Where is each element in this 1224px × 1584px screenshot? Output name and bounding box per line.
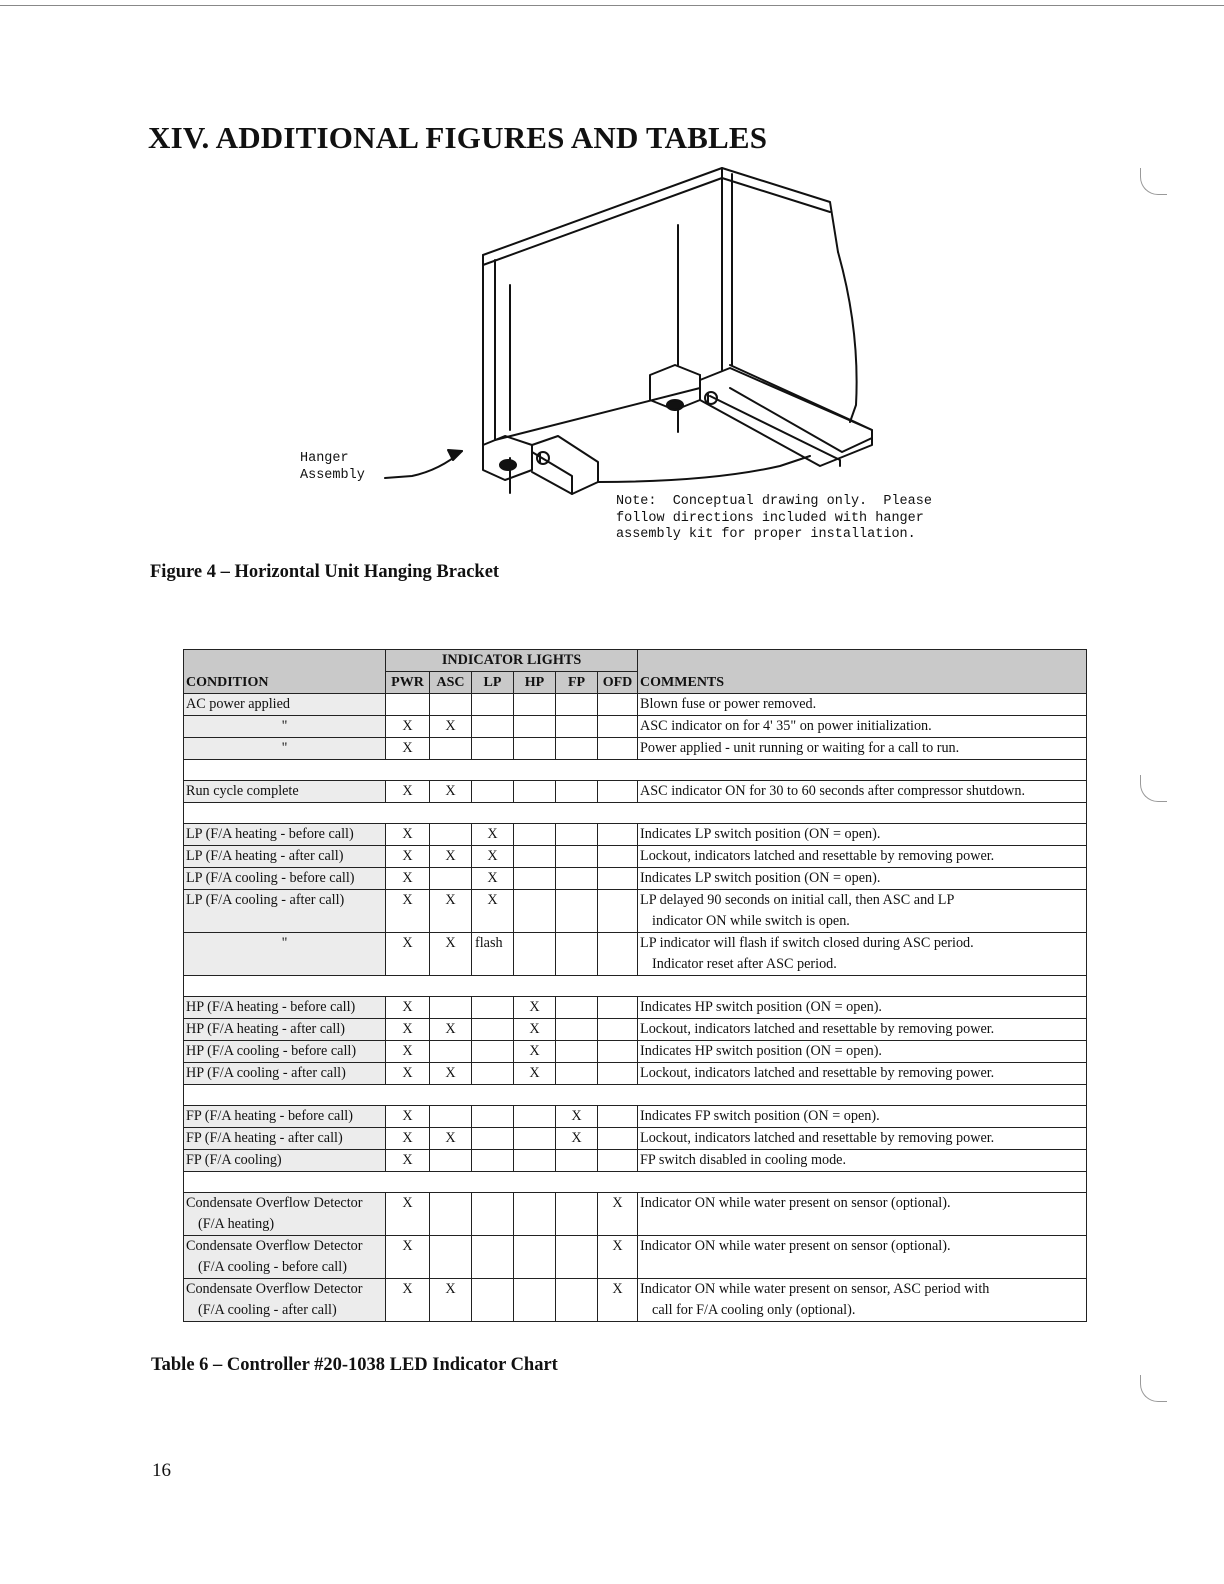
comment-text-cont: indicator ON while switch is open.	[652, 913, 850, 929]
lp-cell	[472, 1063, 514, 1085]
condition-text: AC power applied	[186, 696, 291, 712]
condition-text: FP (F/A heating - after call)	[186, 1130, 343, 1146]
comments-cell	[638, 1106, 1087, 1128]
pwr-cell: X	[386, 1106, 430, 1128]
hp-cell: X	[514, 997, 556, 1019]
scan-edge-mark	[1140, 775, 1167, 802]
asc-cell: X	[430, 933, 472, 976]
section-heading: XIV. ADDITIONAL FIGURES AND TABLES	[148, 120, 768, 155]
pwr-cell: X	[386, 1150, 430, 1172]
lp-cell	[472, 1236, 514, 1279]
asc-cell: X	[430, 890, 472, 933]
comments-cell	[638, 1019, 1087, 1041]
fp-cell	[556, 1041, 598, 1063]
condition-text-cont: (F/A cooling - after call)	[198, 1302, 337, 1318]
condition-text-cont: (F/A cooling - before call)	[198, 1259, 347, 1275]
pwr-cell: X	[386, 1128, 430, 1150]
lp-cell	[472, 716, 514, 738]
comments-cell	[638, 997, 1087, 1019]
table-row	[184, 1106, 1087, 1128]
separator-row	[184, 803, 1087, 824]
condition-text: "	[281, 740, 288, 756]
hanger-assembly-label	[300, 451, 390, 484]
separator-row	[184, 976, 1087, 997]
separator-cell	[184, 976, 1087, 997]
lp-cell	[472, 1041, 514, 1063]
hp-cell	[514, 868, 556, 890]
ofd-cell: X	[598, 1193, 638, 1236]
asc-cell	[430, 1041, 472, 1063]
ofd-cell	[598, 1106, 638, 1128]
fp-cell	[556, 738, 598, 760]
fp-cell	[556, 1063, 598, 1085]
fp-cell	[556, 1279, 598, 1322]
lp-cell	[472, 1193, 514, 1236]
condition-cell	[184, 868, 386, 890]
comments-cell	[638, 1279, 1087, 1322]
hp-cell	[514, 694, 556, 716]
condition-cell	[184, 694, 386, 716]
pwr-cell	[386, 694, 430, 716]
asc-cell: X	[430, 846, 472, 868]
fp-cell	[556, 846, 598, 868]
comments-cell	[638, 1150, 1087, 1172]
separator-cell	[184, 1085, 1087, 1106]
condition-text: LP (F/A cooling - after call)	[186, 892, 345, 908]
table-row	[184, 716, 1087, 738]
condition-cell	[184, 716, 386, 738]
condition-text: LP (F/A heating - after call)	[186, 848, 344, 864]
comments-cell	[638, 694, 1087, 716]
comments-cell	[638, 1063, 1087, 1085]
comment-text: Lockout, indicators latched and resettable by removing power.	[640, 1021, 995, 1037]
hp-cell	[514, 1193, 556, 1236]
hp-cell	[514, 1128, 556, 1150]
pwr-cell: X	[386, 890, 430, 933]
fp-cell	[556, 1150, 598, 1172]
hp-cell	[514, 846, 556, 868]
ofd-cell	[598, 1041, 638, 1063]
ofd-cell	[598, 781, 638, 803]
ofd-cell	[598, 1128, 638, 1150]
table-row	[184, 846, 1087, 868]
condition-cell	[184, 890, 386, 933]
pwr-cell: X	[386, 1193, 430, 1236]
hp-cell	[514, 890, 556, 933]
hp-cell: X	[514, 1063, 556, 1085]
hanging-bracket-figure	[290, 160, 990, 560]
ofd-cell: X	[598, 1279, 638, 1322]
ofd-cell	[598, 933, 638, 976]
separator-row	[184, 760, 1087, 781]
pwr-cell: X	[386, 716, 430, 738]
comment-text: Lockout, indicators latched and resettable by removing power.	[640, 848, 995, 864]
pwr-cell: X	[386, 824, 430, 846]
indicator-lights-header: INDICATOR LIGHTS	[386, 650, 638, 672]
comments-cell	[638, 933, 1087, 976]
fp-cell	[556, 694, 598, 716]
pwr-cell: X	[386, 781, 430, 803]
figure-caption: Figure 4 – Horizontal Unit Hanging Bracket	[150, 562, 500, 582]
asc-cell: X	[430, 781, 472, 803]
asc-cell	[430, 824, 472, 846]
condition-cell	[184, 846, 386, 868]
fp-cell: X	[556, 1128, 598, 1150]
condition-cell	[184, 1150, 386, 1172]
comments-cell	[638, 738, 1087, 760]
comment-text: Lockout, indicators latched and resettable by removing power.	[640, 1130, 995, 1146]
fp-cell	[556, 933, 598, 976]
table-row	[184, 1019, 1087, 1041]
pwr-cell: X	[386, 1063, 430, 1085]
condition-text: HP (F/A heating - before call)	[186, 999, 356, 1015]
lp-cell: X	[472, 846, 514, 868]
ofd-header: OFD	[598, 672, 638, 694]
hp-cell	[514, 781, 556, 803]
fp-cell	[556, 997, 598, 1019]
pwr-cell: X	[386, 997, 430, 1019]
fp-cell	[556, 781, 598, 803]
comments-cell	[638, 868, 1087, 890]
separator-cell	[184, 1172, 1087, 1193]
condition-cell	[184, 781, 386, 803]
ofd-cell	[598, 694, 638, 716]
hp-cell	[514, 716, 556, 738]
table-row	[184, 738, 1087, 760]
separator-cell	[184, 760, 1087, 781]
comment-text: Blown fuse or power removed.	[640, 696, 817, 712]
hp-cell: X	[514, 1019, 556, 1041]
hp-cell	[514, 1106, 556, 1128]
condition-cell	[184, 997, 386, 1019]
lp-cell	[472, 1019, 514, 1041]
condition-cell	[184, 1193, 386, 1236]
table-caption: Table 6 – Controller #20-1038 LED Indicator Chart	[151, 1355, 558, 1375]
hp-cell	[514, 1279, 556, 1322]
header-blank	[184, 650, 386, 672]
fp-cell	[556, 868, 598, 890]
ofd-cell	[598, 890, 638, 933]
condition-text: Run cycle complete	[186, 783, 299, 799]
ofd-cell	[598, 846, 638, 868]
comments-cell	[638, 1128, 1087, 1150]
table-row	[184, 1128, 1087, 1150]
comments-cell	[638, 824, 1087, 846]
hp-cell	[514, 738, 556, 760]
ofd-cell	[598, 738, 638, 760]
asc-cell	[430, 1193, 472, 1236]
condition-header: CONDITION	[184, 672, 386, 694]
lp-cell: X	[472, 890, 514, 933]
asc-cell	[430, 1236, 472, 1279]
table-row	[184, 1150, 1087, 1172]
lp-cell	[472, 1279, 514, 1322]
scan-edge-mark	[1140, 168, 1167, 195]
comment-text: LP delayed 90 seconds on initial call, then ASC and LP	[640, 892, 955, 908]
condition-text: "	[281, 718, 288, 734]
condition-text: Condensate Overflow Detector	[186, 1238, 363, 1254]
condition-text: LP (F/A cooling - before call)	[186, 870, 355, 886]
condition-text: "	[281, 935, 288, 951]
pwr-cell: X	[386, 846, 430, 868]
comments-cell	[638, 716, 1087, 738]
ofd-cell	[598, 997, 638, 1019]
hp-cell	[514, 1150, 556, 1172]
top-rule	[0, 5, 1224, 6]
drawing-note	[616, 494, 976, 544]
condition-text: HP (F/A cooling - after call)	[186, 1065, 346, 1081]
table-row	[184, 1063, 1087, 1085]
lp-cell	[472, 1150, 514, 1172]
condition-cell	[184, 933, 386, 976]
comment-text: Indicates LP switch position (ON = open).	[640, 826, 881, 842]
comments-cell	[638, 846, 1087, 868]
comments-header: COMMENTS	[638, 672, 1087, 694]
fp-cell	[556, 1193, 598, 1236]
lp-cell	[472, 781, 514, 803]
pwr-cell: X	[386, 1236, 430, 1279]
table-row	[184, 933, 1087, 976]
fp-cell	[556, 824, 598, 846]
condition-text: HP (F/A heating - after call)	[186, 1021, 346, 1037]
comments-cell	[638, 781, 1087, 803]
hp-cell: X	[514, 1041, 556, 1063]
fp-cell	[556, 890, 598, 933]
asc-cell	[430, 997, 472, 1019]
header-blank	[638, 650, 1087, 672]
separator-row	[184, 1085, 1087, 1106]
separator-row	[184, 1172, 1087, 1193]
comment-text-cont: Indicator reset after ASC period.	[652, 956, 837, 972]
asc-cell: X	[430, 1063, 472, 1085]
asc-cell	[430, 1106, 472, 1128]
asc-cell: X	[430, 716, 472, 738]
comment-text: ASC indicator on for 4' 35" on power initialization.	[640, 718, 932, 734]
fp-cell	[556, 1236, 598, 1279]
asc-cell	[430, 738, 472, 760]
table-row	[184, 694, 1087, 716]
table-row	[184, 781, 1087, 803]
condition-text: HP (F/A cooling - before call)	[186, 1043, 357, 1059]
separator-cell	[184, 803, 1087, 824]
hp-header: HP	[514, 672, 556, 694]
condition-cell	[184, 1236, 386, 1279]
table-row	[184, 1236, 1087, 1279]
fp-header: FP	[556, 672, 598, 694]
comment-text: Indicates HP switch position (ON = open).	[640, 999, 882, 1015]
pwr-cell: X	[386, 738, 430, 760]
table-row	[184, 1193, 1087, 1236]
asc-cell: X	[430, 1019, 472, 1041]
comment-text: LP indicator will flash if switch closed during ASC period.	[640, 935, 974, 951]
condition-text: Condensate Overflow Detector	[186, 1195, 363, 1211]
pwr-cell: X	[386, 868, 430, 890]
lp-cell	[472, 694, 514, 716]
comment-text: FP switch disabled in cooling mode.	[640, 1152, 847, 1168]
lp-cell	[472, 997, 514, 1019]
table-row	[184, 1041, 1087, 1063]
led-table-body	[184, 694, 1087, 1322]
hanger-label-line: Assembly	[300, 467, 365, 483]
comment-text: Indicator ON while water present on sensor (optional).	[640, 1238, 951, 1254]
pwr-cell: X	[386, 1041, 430, 1063]
ofd-cell	[598, 1019, 638, 1041]
asc-cell	[430, 694, 472, 716]
condition-text: LP (F/A heating - before call)	[186, 826, 354, 842]
asc-cell: X	[430, 1279, 472, 1322]
condition-cell	[184, 1063, 386, 1085]
comment-text: Lockout, indicators latched and resettable by removing power.	[640, 1065, 995, 1081]
hp-cell	[514, 933, 556, 976]
ofd-cell	[598, 716, 638, 738]
condition-text: FP (F/A heating - before call)	[186, 1108, 353, 1124]
comment-text-cont: call for F/A cooling only (optional).	[652, 1302, 856, 1318]
lp-cell: flash	[472, 933, 514, 976]
comments-cell	[638, 1193, 1087, 1236]
lp-cell	[472, 1128, 514, 1150]
ofd-cell: X	[598, 1236, 638, 1279]
table-row	[184, 997, 1087, 1019]
hp-cell	[514, 824, 556, 846]
ofd-cell	[598, 1063, 638, 1085]
condition-text: Condensate Overflow Detector	[186, 1281, 363, 1297]
ofd-cell	[598, 868, 638, 890]
comment-text: Indicator ON while water present on sensor, ASC period with	[640, 1281, 990, 1297]
pwr-header: PWR	[386, 672, 430, 694]
comments-cell	[638, 1236, 1087, 1279]
condition-cell	[184, 1128, 386, 1150]
comment-text: ASC indicator ON for 30 to 60 seconds after compressor shutdown.	[640, 783, 1026, 799]
condition-cell	[184, 1019, 386, 1041]
condition-cell	[184, 738, 386, 760]
table-row	[184, 890, 1087, 933]
note-line: assembly kit for proper installation.	[616, 527, 916, 542]
condition-text: FP (F/A cooling)	[186, 1152, 282, 1168]
ofd-cell	[598, 1150, 638, 1172]
table-row	[184, 1279, 1087, 1322]
pwr-cell: X	[386, 1279, 430, 1322]
page-number: 16	[152, 1460, 171, 1481]
hanger-label-line: Hanger	[300, 451, 349, 466]
note-line: Note: Conceptual drawing only. Please	[616, 494, 932, 509]
comments-cell	[638, 890, 1087, 933]
asc-cell	[430, 868, 472, 890]
lp-header: LP	[472, 672, 514, 694]
table-row	[184, 868, 1087, 890]
lp-cell: X	[472, 824, 514, 846]
condition-cell	[184, 1106, 386, 1128]
fp-cell	[556, 1019, 598, 1041]
comment-text: Indicates LP switch position (ON = open).	[640, 870, 881, 886]
pwr-cell: X	[386, 933, 430, 976]
comments-cell	[638, 1041, 1087, 1063]
comment-text: Indicates HP switch position (ON = open).	[640, 1043, 882, 1059]
lp-cell	[472, 738, 514, 760]
scan-edge-mark	[1140, 1375, 1167, 1402]
fp-cell	[556, 716, 598, 738]
ofd-cell	[598, 824, 638, 846]
comment-text: Power applied - unit running or waiting for a call to run.	[640, 740, 960, 756]
table-row	[184, 824, 1087, 846]
comment-text: Indicates FP switch position (ON = open).	[640, 1108, 880, 1124]
led-indicator-table	[183, 649, 1087, 1322]
condition-cell	[184, 1279, 386, 1322]
fp-cell: X	[556, 1106, 598, 1128]
asc-cell: X	[430, 1128, 472, 1150]
lp-cell	[472, 1106, 514, 1128]
pwr-cell: X	[386, 1019, 430, 1041]
condition-text-cont: (F/A heating)	[198, 1216, 275, 1232]
hp-cell	[514, 1236, 556, 1279]
note-line: follow directions included with hanger	[616, 510, 924, 526]
asc-header: ASC	[430, 672, 472, 694]
condition-cell	[184, 824, 386, 846]
lp-cell: X	[472, 868, 514, 890]
condition-cell	[184, 1041, 386, 1063]
comment-text: Indicator ON while water present on sensor (optional).	[640, 1195, 951, 1211]
asc-cell	[430, 1150, 472, 1172]
